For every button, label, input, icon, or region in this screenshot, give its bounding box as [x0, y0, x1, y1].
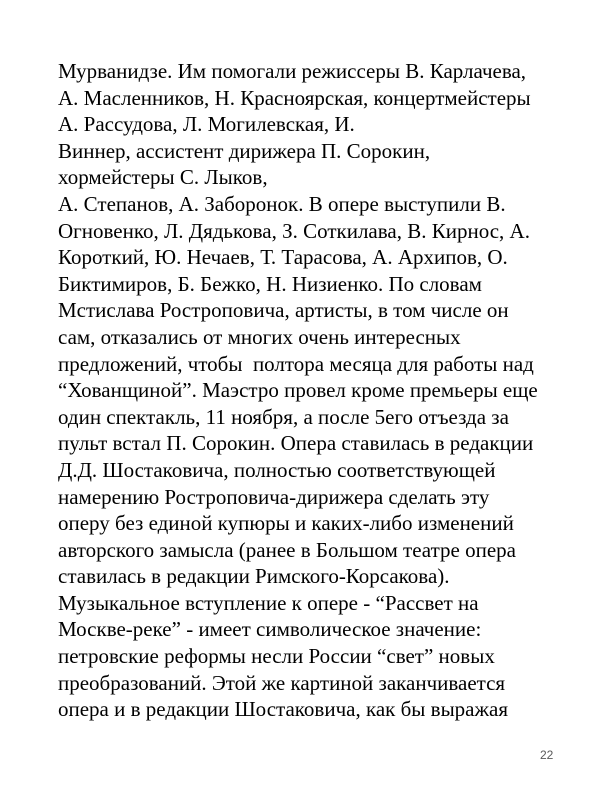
- text-line: преобразований. Этой же картиной заканчивается: [58, 670, 506, 695]
- text-line: Короткий, Ю. Нечаев, Т. Тарасова, А. Архипов, О.: [58, 245, 508, 270]
- text-line: намерению Ростроповича-дирижера сделать эту: [58, 484, 490, 509]
- text-line: хормейстеры С. Лыков,: [58, 165, 268, 190]
- text-line: ставилась в редакции Римского-Корсакова).: [58, 564, 450, 589]
- text-line: Мстислава Ростроповича, артисты, в том числе он: [58, 298, 509, 323]
- text-line: А. Масленников, Н. Красноярская, концертмейстеры: [58, 85, 531, 110]
- text-line: авторского замысла (ранее в Большом театре опера: [58, 537, 516, 562]
- text-line: предложений, чтобы полтора месяца для работы над: [58, 351, 534, 376]
- body-text: [58, 58, 578, 723]
- text-line: опера и в редакции Шостаковича, как бы выражая: [58, 697, 508, 722]
- text-line: один спектакль, 11 ноября, а после 5его отъезда за: [58, 404, 509, 429]
- page-number: 22: [540, 748, 554, 762]
- text-line: Москве-реке” - имеет символическое значение:: [58, 617, 482, 642]
- text-line: А. Рассудова, Л. Могилевская, И.: [58, 112, 355, 137]
- text-line: Огновенко, Л. Дядькова, З. Соткилава, В. Кирнос, А.: [58, 218, 530, 243]
- text-line: петровские реформы несли России “свет” новых: [58, 644, 495, 669]
- text-line: Виннер, ассистент дирижера П. Сорокин,: [58, 138, 431, 163]
- text-line: А. Степанов, А. Заборонок. В опере выступили В.: [58, 191, 506, 216]
- text-line: Мурванидзе. Им помогали режиссеры В. Карлачева,: [58, 59, 527, 83]
- text-line: оперу без единой купюры и каких-либо изменений: [58, 511, 514, 536]
- text-line: сам, отказались от многих очень интересных: [58, 324, 461, 349]
- text-line: Д.Д. Шостаковича, полностью соответствующей: [58, 457, 496, 482]
- text-line: Музыкальное вступление к опере - “Рассвет на: [58, 590, 479, 615]
- text-line: Биктимиров, Б. Бежко, Н. Низиенко. По словам: [58, 271, 482, 296]
- text-line: пульт встал П. Сорокин. Опера ставилась в редакции: [58, 431, 534, 456]
- text-line: “Хованщиной”. Маэстро провел кроме премьеры еще: [58, 378, 538, 403]
